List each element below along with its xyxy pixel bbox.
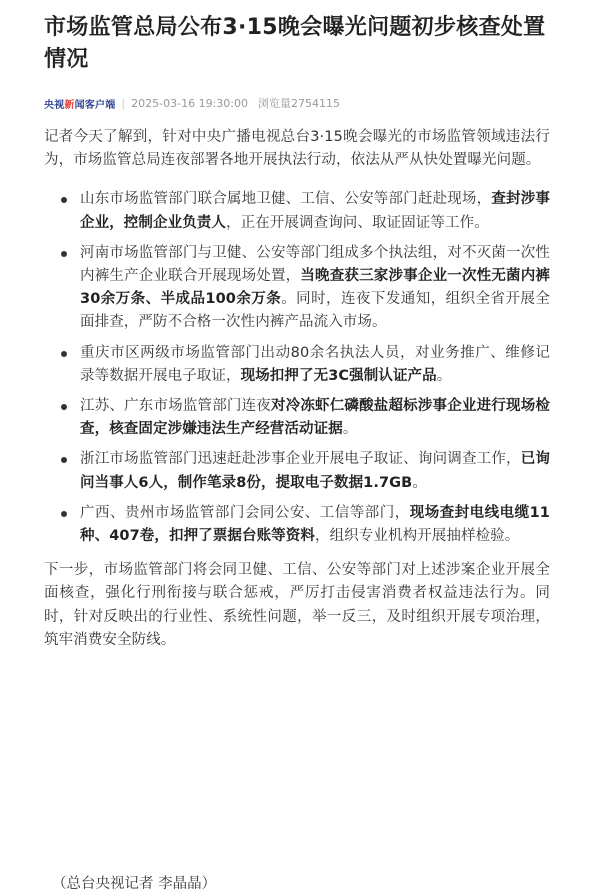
source-logo-part1: 央视 [44, 99, 65, 111]
list-item-text: ，组织专业机构开展抽样检验。 [314, 528, 520, 545]
list-item-text: 广西、贵州市场监管部门会同公安、工信等部门， [80, 504, 410, 521]
list-item-highlight: 现场查封电线电缆11种、407卷，扣押了票据台账等资料 [80, 504, 550, 545]
article-body [44, 126, 550, 652]
list-item-jiangsu-guangdong [44, 395, 550, 441]
list-item-text: 。同时，连夜下发通知，组织全省开展全面排查，严防不合格一次性内裤产品流入市场。 [80, 291, 550, 331]
closing-paragraph: 下一步，市场监管部门将会同卫健、工信、公安等部门对上述涉案企业开展全面核查，强化行刑衔接与联合惩戒，严厉打击侵害消费者权益违法行为。同时，针对反映出的行业性、系统性问题，举一反三，及时组织开展专项治理，筑牢消费安全防线。 [44, 562, 550, 648]
publish-time: 2025-03-16 19:30:00 [131, 96, 248, 110]
source-logo[interactable] [44, 96, 115, 111]
source-logo-part2: 闻客户端 [74, 99, 116, 111]
bullet-dot [61, 511, 67, 517]
list-item-highlight: 查封涉事企业，控制企业负责人 [80, 191, 550, 231]
list-item-text: ，正在开展调查询问、取证固证等工作。 [226, 214, 489, 231]
source-logo-accent: 新 [64, 99, 75, 111]
list-item-highlight: 已询问当事人6人，制作笔录8份，提取电子数据1.7GB [80, 451, 551, 491]
list-item-text: 。 [412, 474, 427, 491]
list-item-text: 。 [436, 367, 452, 384]
article-title: 市场监管总局公布3·15晚会曝光问题初步核查处置情况 [44, 15, 546, 72]
list-item-shandong [44, 188, 550, 234]
meta-separator: | [121, 96, 126, 110]
list-item-highlight: 对冷冻虾仁磷酸盐超标涉事企业进行现场检查，核查固定涉嫌违法生产经营活动证据 [80, 398, 550, 438]
list-item-text: 江苏、广东市场监管部门连夜 [80, 398, 271, 415]
reporter-credit: （总台央视记者 李晶晶） [52, 876, 217, 892]
list-item-zhejiang [44, 448, 550, 494]
bullet-dot [61, 457, 67, 463]
intro-paragraph: 记者今天了解到，针对中央广播电视总台3·15晚会曝光的市场监管领域违法行为，市场监管总局连夜部署各地开展执法行动，依法从严从快处置曝光问题。 [44, 129, 550, 169]
article-meta [44, 94, 340, 112]
list-item-henan [44, 242, 550, 335]
list-item-text: 河南市场监管部门与卫健、公安等部门组成多个执法组，对不灭菌一次性内裤生产企业联合开展现场处置， [80, 244, 550, 285]
bullet-dot [61, 404, 67, 410]
action-list [44, 188, 550, 548]
list-item-text: 山东市场监管部门联合属地卫健、工信、公安等部门赶赴现场， [80, 191, 492, 208]
list-item-guangxi-guizhou [44, 502, 550, 548]
list-item-text: 。 [342, 421, 358, 438]
view-count: 浏览量2754115 [257, 97, 340, 110]
list-item-highlight: 当晚查获三家涉事企业一次性无菌内裤30余万条、半成品100余万条 [80, 268, 551, 308]
bullet-dot [61, 351, 67, 357]
list-item-text: 浙江市场监管部门迅速赶赴涉事企业开展电子取证、询问调查工作， [80, 451, 521, 468]
bullet-dot [61, 197, 67, 203]
list-item-chongqing [44, 342, 550, 388]
list-item-highlight: 现场扣押了无3C强制认证产品 [240, 367, 437, 384]
bullet-dot [61, 251, 67, 257]
list-item-text: 重庆市区两级市场监管部门出动80余名执法人员，对业务推广、维修记录等数据开展电子取证， [80, 344, 550, 384]
